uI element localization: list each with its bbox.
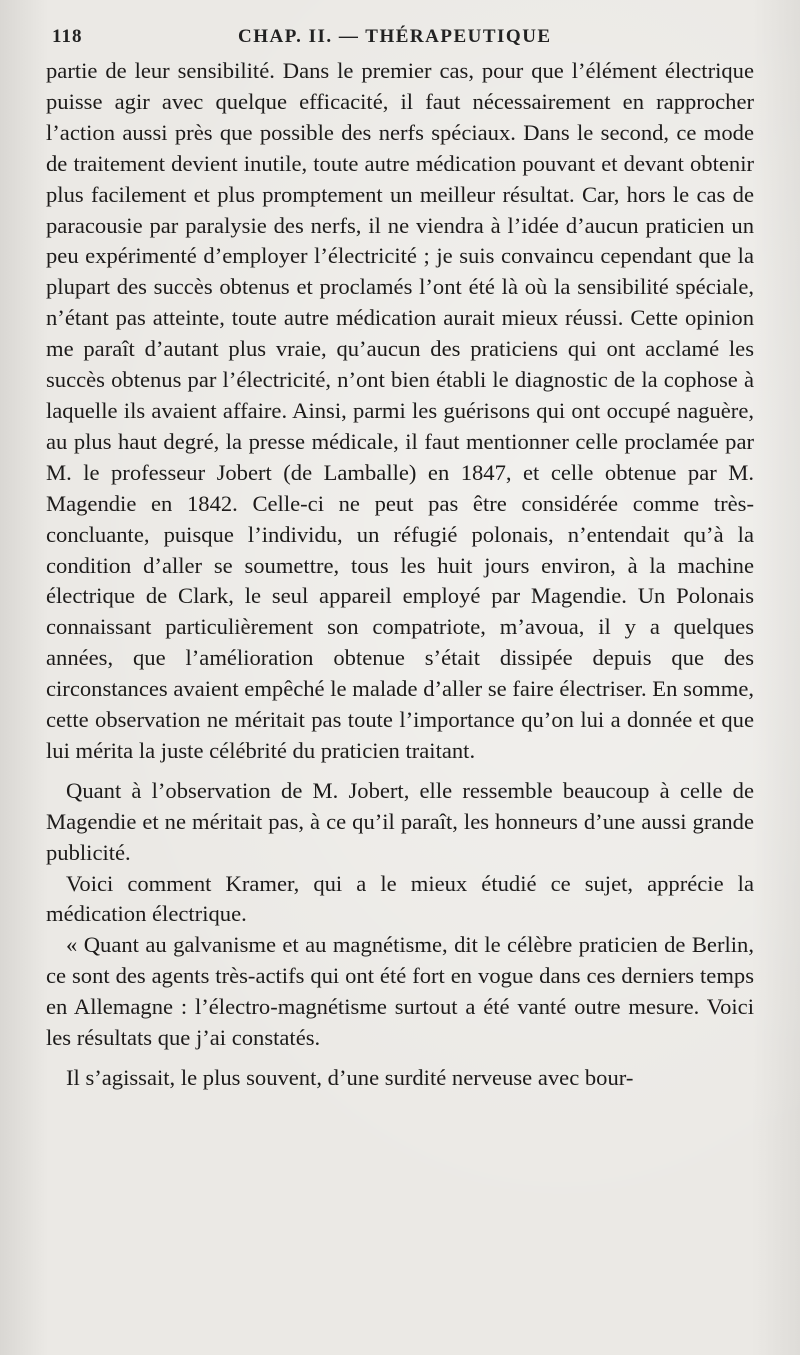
chapter-title: CHAP. II. — THÉRAPEUTIQUE — [238, 26, 552, 47]
running-head — [46, 22, 754, 56]
paragraph-kramer-intro: Voici comment Kramer, qui a le mieux étudié ce sujet, apprécie la médication électrique. — [46, 870, 754, 927]
paragraph-jobert: Quant à l’observation de M. Jobert, elle ressemble beaucoup à celle de Magendie et ne méritait pas, à ce qu’il paraît, les honneurs d’une aussi grande publicité. — [46, 777, 754, 865]
paragraph-continuation: partie de leur sensibilité. Dans le premier cas, pour que l’élément électrique puisse agir avec quelque efficacité, il faut nécessairement en rapprocher l’action aussi près que possible des nerfs spéciaux. Dans le second, ce mode de traitement devient inutile, toute autre médication pouvant et devant obtenir plus facilement et plus promptement un meilleur résultat. Car, hors le cas de paracousie par paralysie des nerfs, il ne viendra à l’idée d’aucun praticien un peu expérimenté d’employer l’électricité ; je suis convaincu cependant que la plupart des succès obtenus et proclamés l’ont été là où la sensibilité spéciale, n’étant pas atteinte, toute autre médication aurait mieux réussi. Cette opinion me paraît d’autant plus vraie, qu’aucun des praticiens qui ont acclamé les succès obtenus par l’électricité, n’ont bien établi le diagnostic de la cophose à laquelle ils avaient affaire. Ainsi, parmi les guérisons qui ont occupé naguère, au plus haut degré, la presse médicale, il faut mentionner celle proclamée par M. le professeur Jobert (de Lamballe) en 1847, et celle obtenue par M. Magendie en 1842. Celle-ci ne peut pas être considérée comme très-concluante, puisque l’individu, un réfugié polonais, n’entendait qu’à la condition d’aller se soumettre, tous les huit jours environ, à la machine électrique de Clark, le seul appareil employé par Magendie. Un Polonais connaissant particulièrement son compatriote, m’avoua, il y a quelques années, que l’amélioration obtenue s’était dissipée depuis que des circonstances avaient empêché le malade d’aller se faire électriser. En somme, cette observation ne méritait pas toute l’importance qu’on lui a donnée et que lui mérita la juste célébrité du praticien traitant. — [46, 58, 754, 763]
paragraph-final: Il s’agissait, le plus souvent, d’une surdité nerveuse avec bour- — [66, 1065, 634, 1090]
body-text — [46, 56, 754, 1094]
page-number: 118 — [52, 26, 83, 47]
paragraph-kramer-quote: « Quant au galvanisme et au magnétisme, dit le célèbre praticien de Berlin, ce sont des agents très-actifs qui ont été fort en vogue dans ces derniers temps en Allemagne : l’électro-magnétisme surtout a été vanté outre mesure. Voici les résultats que j’ai constatés. — [46, 932, 754, 1051]
